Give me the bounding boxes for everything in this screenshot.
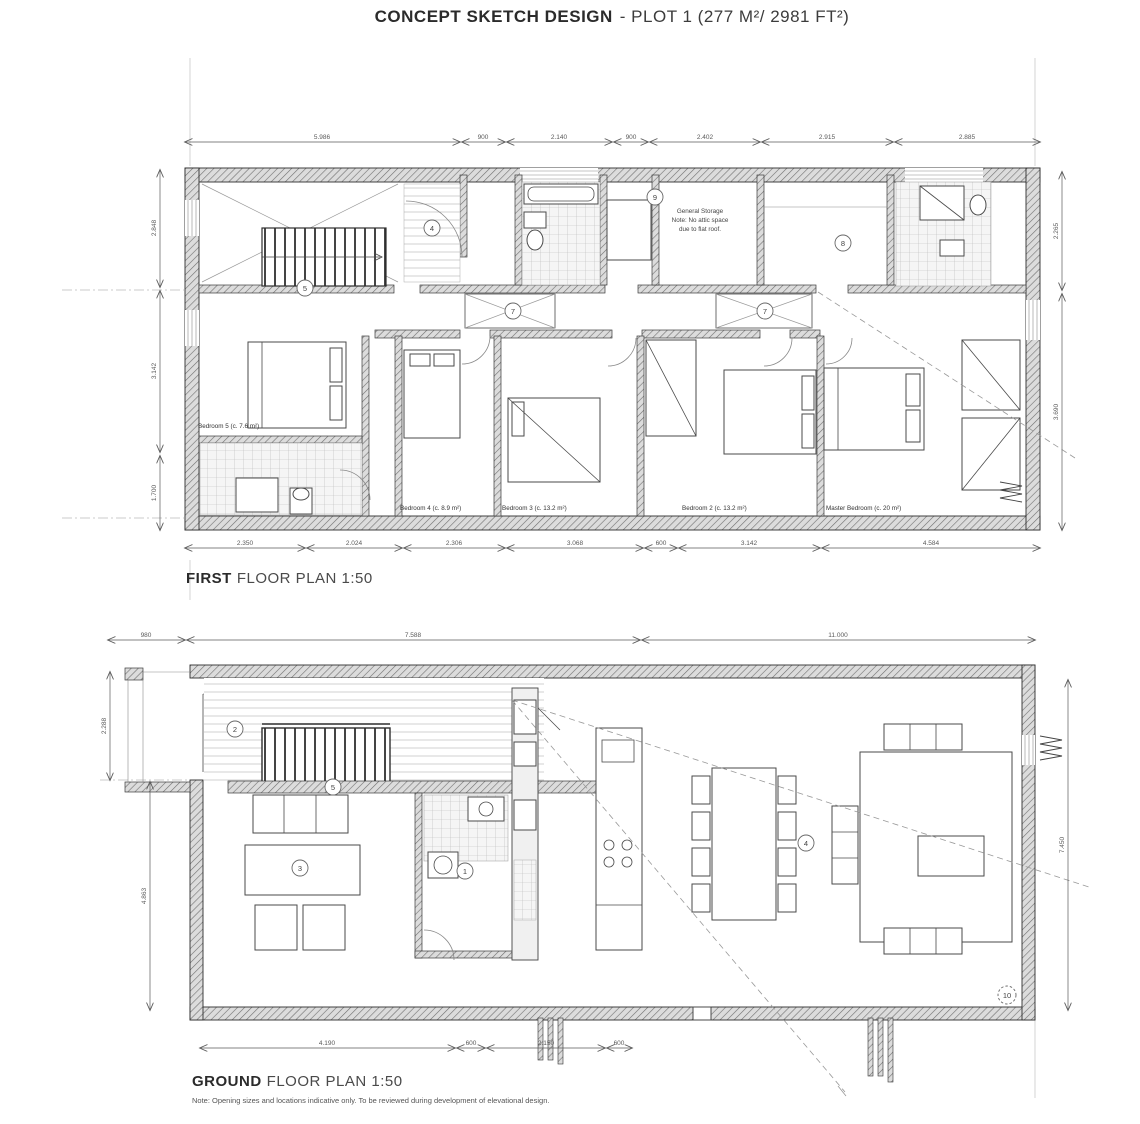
ff-corridor-walls	[199, 285, 1026, 338]
svg-text:4: 4	[803, 839, 809, 848]
svg-text:3.690: 3.690	[1053, 403, 1060, 421]
svg-text:4.584: 4.584	[922, 540, 940, 547]
first-floor-plan-label: FIRST FLOOR PLAN 1:50	[186, 570, 373, 587]
ff-circle-5	[297, 280, 313, 296]
gf-wall-left	[190, 780, 203, 1020]
svg-text:7.588: 7.588	[404, 632, 422, 639]
gf-hall-wall	[228, 781, 600, 793]
svg-text:2: 2	[232, 725, 238, 734]
gf-dining	[692, 768, 796, 920]
ff-circle-8	[835, 235, 851, 251]
ff-stairs	[262, 228, 386, 286]
svg-text:2.024: 2.024	[345, 540, 363, 547]
ff-circle-4	[424, 220, 440, 236]
svg-text:7.450: 7.450	[1059, 836, 1066, 854]
gf-circle-2	[227, 721, 243, 737]
gf-circle-10	[998, 986, 1016, 1004]
svg-text:2.402: 2.402	[696, 134, 714, 141]
page-title-bold: CONCEPT SKETCH DESIGN	[374, 7, 613, 26]
gf-dims-top	[108, 632, 1035, 640]
ff-bedroom3-label: Bedroom 3 (c. 13.2 m²)	[502, 505, 567, 512]
svg-text:980: 980	[140, 632, 152, 639]
ff-dims-bottom	[185, 540, 1040, 548]
ground-floor-plan	[101, 632, 1092, 1105]
gf-circle-1	[457, 863, 473, 879]
gf-wall-bottom	[190, 1007, 1035, 1020]
svg-text:7: 7	[510, 307, 516, 316]
svg-text:4: 4	[429, 224, 435, 233]
svg-text:900: 900	[477, 134, 489, 141]
ff-bedroom4-label: Bedroom 4 (c. 8.9 m²)	[400, 505, 462, 512]
ground-floor-note: Note: Opening sizes and locations indicative only. To be reviewed during development of elevational design.	[192, 1096, 550, 1105]
svg-text:2.915: 2.915	[818, 134, 836, 141]
gf-circle-4	[798, 835, 814, 851]
svg-text:3: 3	[297, 864, 303, 873]
svg-text:600: 600	[613, 1040, 625, 1047]
ff-master-label: Master Bedroom (c. 20 m²)	[826, 505, 902, 512]
page-title-rest: - PLOT 1 (277 M²/ 2981 FT²)	[619, 7, 850, 26]
svg-text:600: 600	[655, 540, 667, 547]
ff-ensuite-right	[896, 182, 991, 286]
svg-text:1.700: 1.700	[151, 484, 158, 502]
gf-circle-3	[292, 860, 308, 876]
gf-dims-left	[101, 672, 150, 1010]
svg-text:3.142: 3.142	[151, 362, 158, 380]
svg-text:9: 9	[652, 193, 658, 202]
gf-dims-right	[1059, 680, 1068, 1010]
gf-circle-5	[325, 779, 341, 795]
ground-floor-plan-label: GROUND FLOOR PLAN 1:50	[192, 1073, 403, 1090]
ff-bedroom3	[508, 338, 636, 482]
storage-note-line3: due to flat roof.	[678, 226, 722, 233]
svg-text:5: 5	[330, 783, 336, 792]
svg-text:3.068: 3.068	[566, 540, 584, 547]
svg-text:2.885: 2.885	[958, 134, 976, 141]
gf-family-area	[832, 724, 1012, 954]
page-title	[375, 7, 850, 26]
svg-text:2.288: 2.288	[101, 717, 108, 735]
ff-wall-right	[1026, 168, 1040, 530]
ff-bedroom4	[404, 336, 490, 438]
svg-text:2.265: 2.265	[1053, 222, 1060, 240]
ff-circle-7b	[757, 303, 773, 319]
first-floor-plan	[151, 134, 1075, 587]
svg-text:5: 5	[302, 284, 308, 293]
svg-text:8: 8	[840, 239, 846, 248]
svg-text:2.140: 2.140	[550, 134, 568, 141]
svg-text:4.190: 4.190	[318, 1040, 336, 1047]
ff-bedroom2	[646, 338, 816, 454]
gf-right-window	[1022, 735, 1062, 765]
svg-text:11.000: 11.000	[828, 632, 848, 639]
storage-note-line2: Note: No attic space	[671, 217, 729, 224]
gf-wall-top	[190, 665, 1035, 678]
svg-text:10: 10	[1002, 991, 1012, 1000]
ff-bathroom	[522, 182, 600, 285]
ff-master-bedroom	[824, 338, 1022, 502]
ff-circle-9	[647, 189, 663, 205]
svg-text:1: 1	[462, 867, 468, 876]
svg-text:600: 600	[465, 1040, 477, 1047]
ff-dims-top	[185, 134, 1040, 142]
svg-text:900: 900	[625, 134, 637, 141]
svg-text:2.350: 2.350	[236, 540, 254, 547]
svg-text:2.306: 2.306	[445, 540, 463, 547]
gf-kitchen-island	[596, 728, 642, 950]
svg-text:3.142: 3.142	[740, 540, 758, 547]
svg-text:2.150: 2.150	[537, 1040, 555, 1047]
svg-text:7: 7	[762, 307, 768, 316]
svg-text:5.986: 5.986	[313, 134, 331, 141]
ff-storage	[607, 200, 729, 260]
ff-bedroom2-label: Bedroom 2 (c. 13.2 m²)	[682, 505, 747, 512]
ff-dims-left	[151, 170, 160, 530]
ff-circle-7a	[505, 303, 521, 319]
ff-bedroom5-label: Bedroom 5 (c. 7.6 m²)	[198, 423, 260, 430]
storage-note-line1: General Storage	[676, 208, 724, 215]
ff-dims-right	[1053, 172, 1062, 530]
gf-dims-bottom	[200, 1040, 632, 1048]
gf-wall-right	[1022, 665, 1035, 1020]
gf-kitchen-run	[512, 688, 538, 960]
ff-wall-bottom	[185, 516, 1040, 530]
svg-text:4.863: 4.863	[141, 887, 148, 905]
svg-text:2.848: 2.848	[151, 219, 158, 237]
